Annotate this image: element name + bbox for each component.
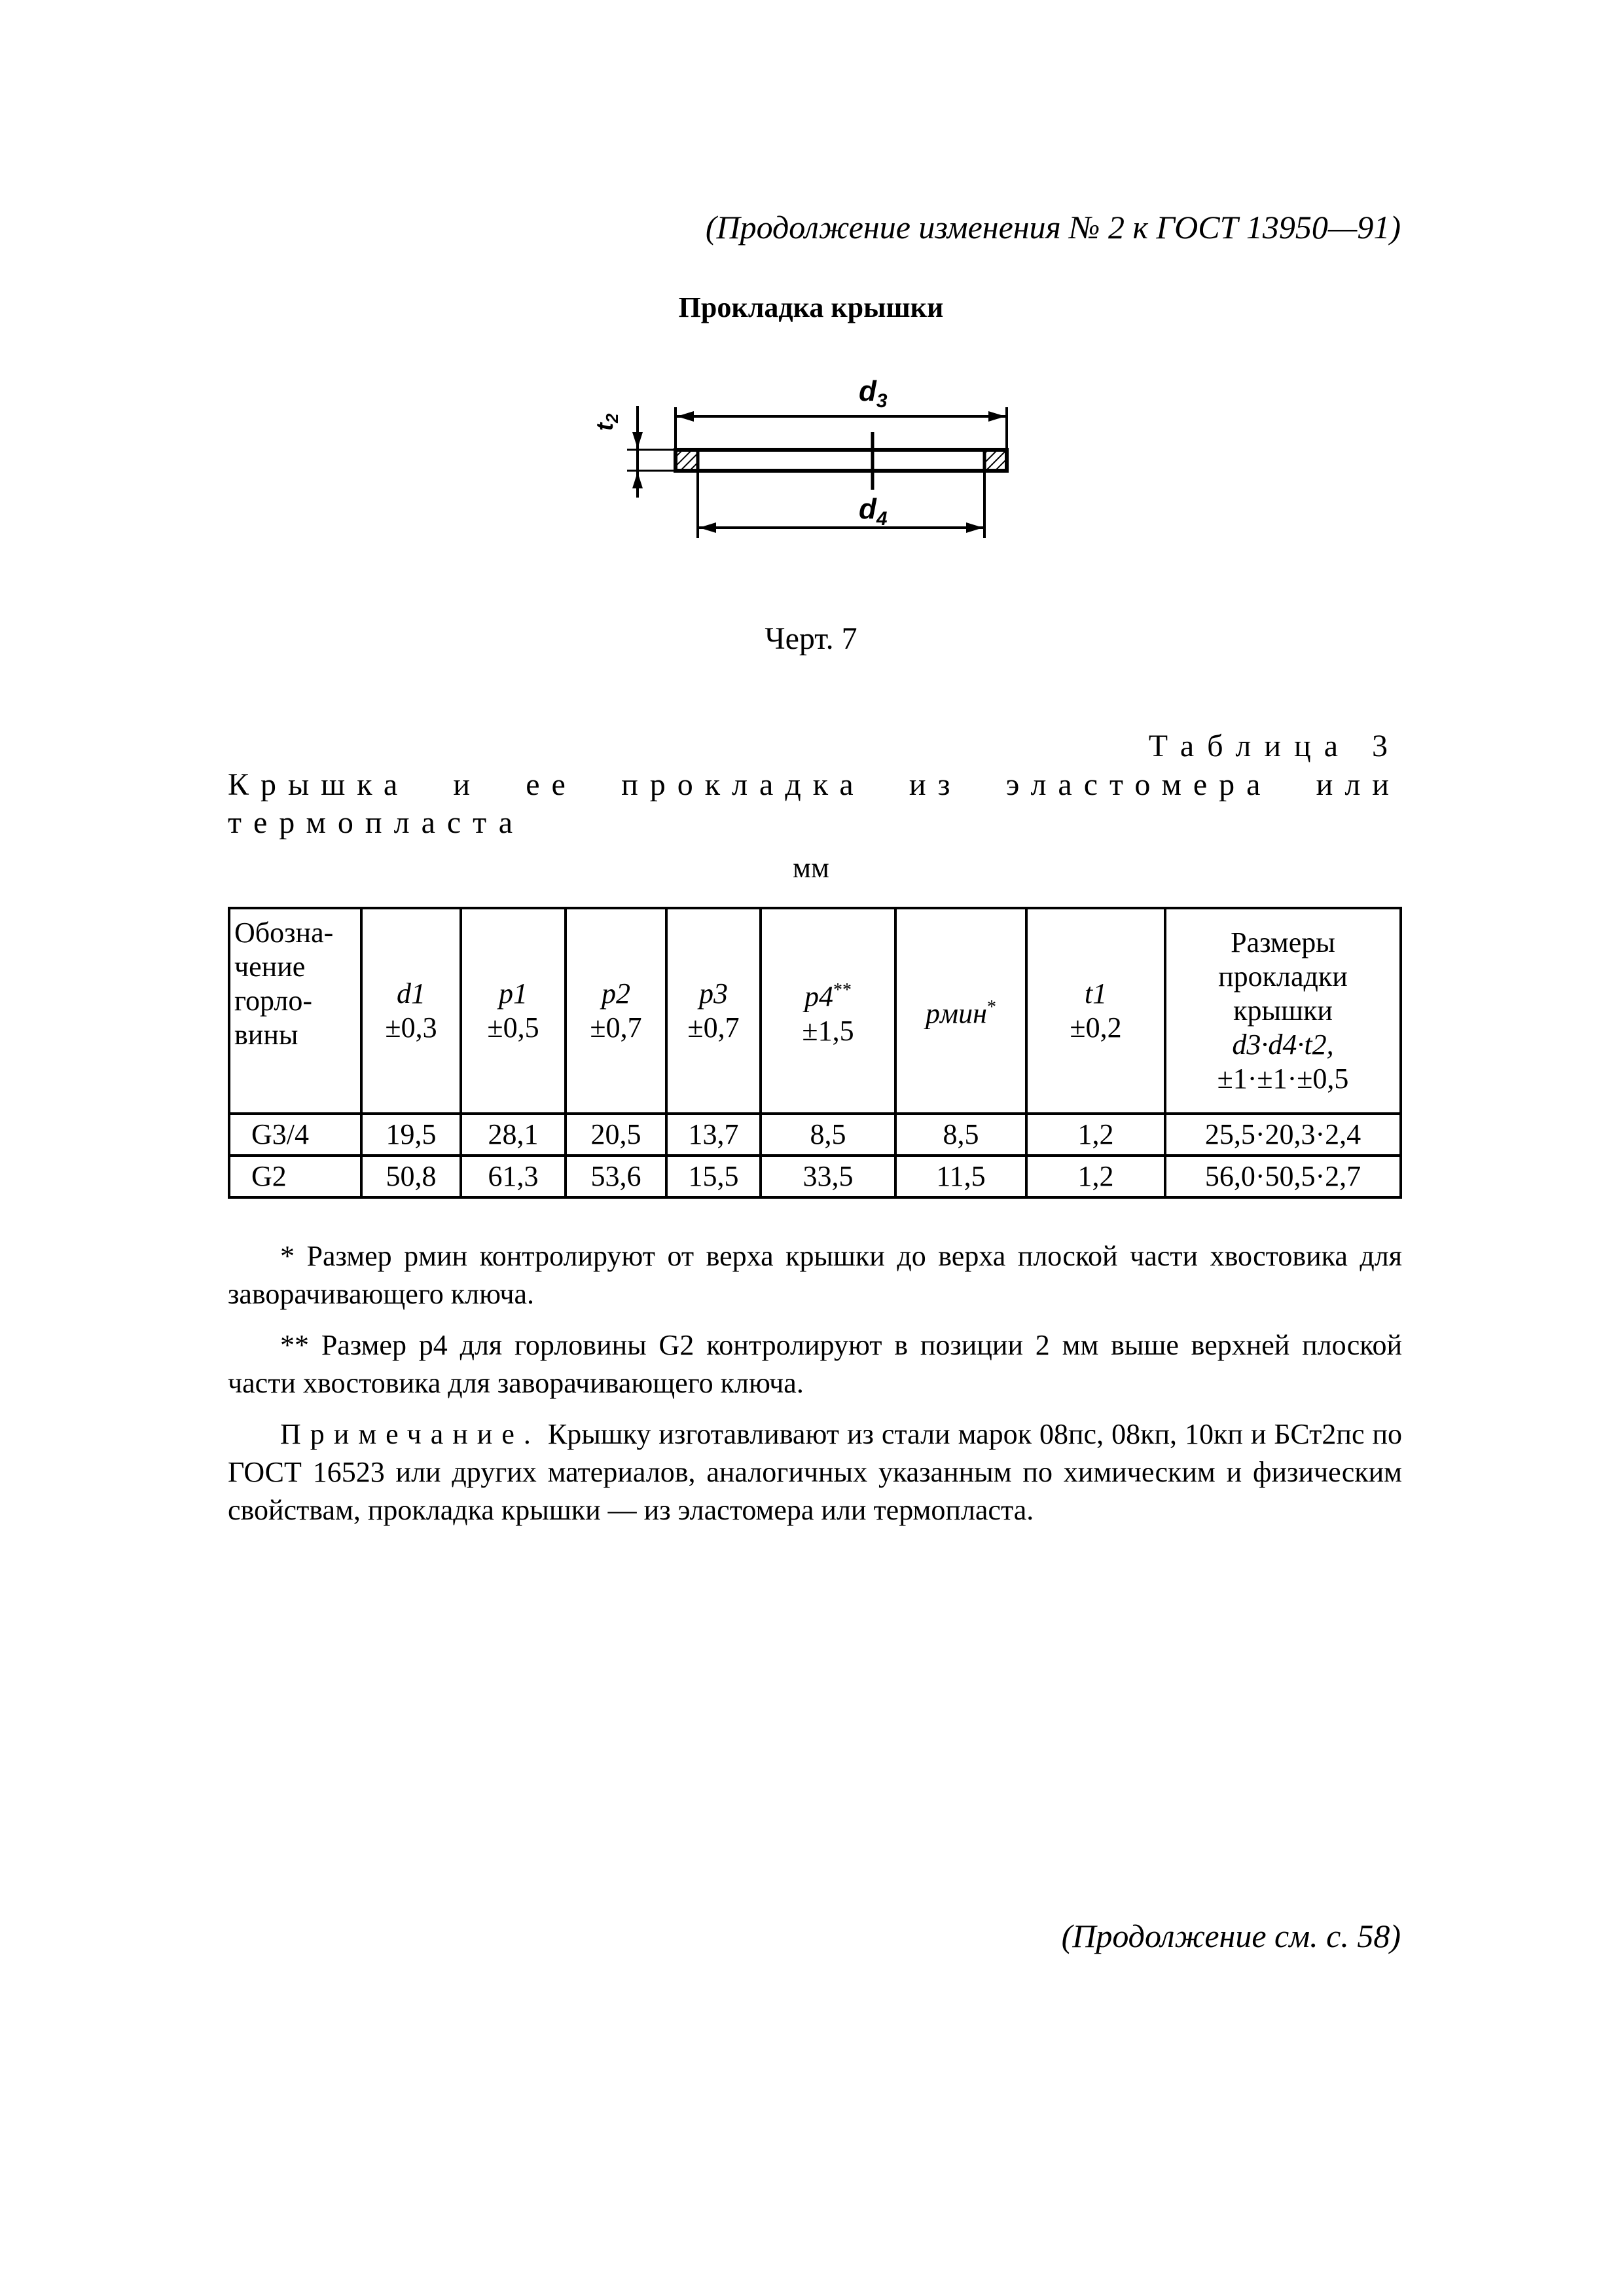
table-row	[229, 1114, 1401, 1156]
footnote-p4: ** Размер p4 для горловины G2 контролируют в позиции 2 мм выше верхней плоской части хвостовика для заворачивающего ключа.	[228, 1329, 1402, 1399]
cell: G3/4	[229, 1114, 361, 1156]
gasket-hatch-left	[676, 450, 698, 471]
cell: 19,5	[361, 1114, 461, 1156]
cell: 61,3	[461, 1156, 566, 1197]
header-neck-designation: Обозна-чение горло-вины	[229, 908, 361, 1114]
header-gasket-sizes: Размеры прокладки крышки d3·d4·t2, ±1·±1·±0,5	[1165, 908, 1401, 1114]
cell: 8,5	[761, 1114, 895, 1156]
gasket-hatch-right	[984, 450, 1007, 471]
cell: 56,0·50,5·2,7	[1165, 1156, 1401, 1197]
remark-label: Примечание.	[280, 1418, 540, 1450]
d4-label: $d_4$	[859, 493, 888, 530]
header-t1: t1 ±0,2	[1026, 908, 1165, 1114]
cell: 8,5	[895, 1114, 1026, 1156]
continuation-footer: (Продолжение см. с. 58)	[1061, 1918, 1401, 1954]
cell: G2	[229, 1156, 361, 1197]
cell: 50,8	[361, 1156, 461, 1197]
footnote-pmin: * Размер pмин контролируют от верха крышки до верха плоской части хвостовика для заворачивающего ключа.	[228, 1240, 1402, 1310]
cell: 25,5·20,3·2,4	[1165, 1114, 1401, 1156]
cell: 53,6	[566, 1156, 666, 1197]
cell: 1,2	[1026, 1114, 1165, 1156]
table-number: Таблица 3	[1148, 729, 1401, 763]
table-unit: мм	[793, 852, 829, 884]
gasket-drawing	[589, 367, 1100, 563]
cell: 1,2	[1026, 1156, 1165, 1197]
remark	[228, 1415, 1402, 1529]
header-p3: p3 ±0,7	[666, 908, 761, 1114]
gasket-body	[676, 450, 1007, 471]
header-p1: p1 ±0,5	[461, 908, 566, 1114]
d3-label: $d_3$	[859, 375, 888, 412]
header-pmin: pмин*	[895, 908, 1026, 1114]
drawing-caption: Черт. 7	[765, 621, 857, 656]
header-p4: p4** ±1,5	[761, 908, 895, 1114]
cell: 13,7	[666, 1114, 761, 1156]
cell: 15,5	[666, 1156, 761, 1197]
remark-text: Крышку изготавливают из стали марок 08пс, 08кп, 10кп и БСт2пс по ГОСТ 16523 или других материалов, аналогичных указанным по химическим и физическим свойствам, прокладка крышки — из эластомера или термопласта.	[228, 1418, 1403, 1526]
dimensions-table	[228, 907, 1402, 1199]
notes-block	[228, 1237, 1402, 1542]
table-header-row	[229, 908, 1401, 1114]
cell: 11,5	[895, 1156, 1026, 1197]
table-row	[229, 1156, 1401, 1197]
t2-label: $t_2$	[591, 413, 622, 431]
cell: 33,5	[761, 1156, 895, 1197]
continuation-header: (Продолжение изменения № 2 к ГОСТ 13950—91)	[705, 209, 1401, 246]
table-title: Крышка и ее прокладка из эластомера или термопласта	[228, 767, 1401, 840]
header-p2: p2 ±0,7	[566, 908, 666, 1114]
header-d1: d1 ±0,3	[361, 908, 461, 1114]
drawing-title: Прокладка крышки	[678, 291, 944, 323]
cell: 20,5	[566, 1114, 666, 1156]
cell: 28,1	[461, 1114, 566, 1156]
